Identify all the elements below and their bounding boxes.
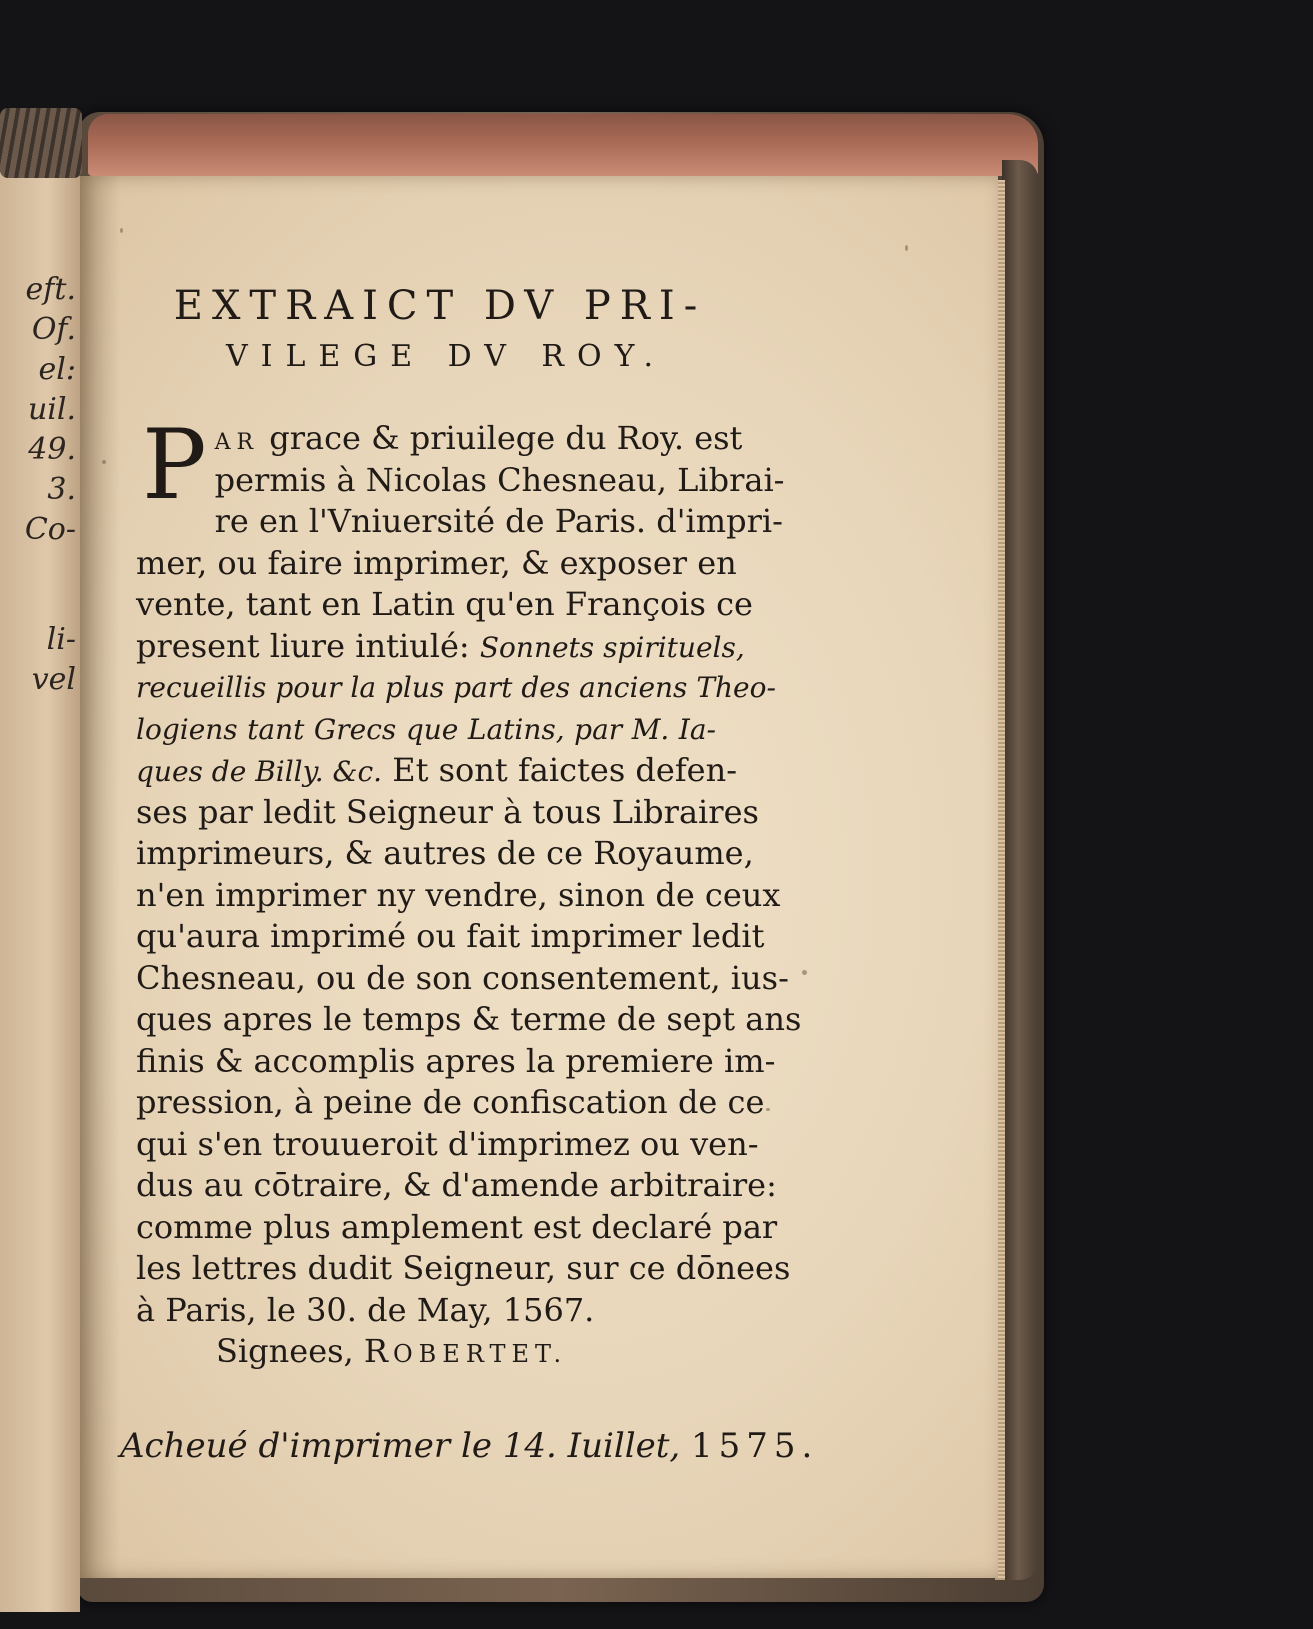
book-title-cont: logiens tant Grecs que Latins, par M. Ia- <box>136 712 716 746</box>
body-line: pression, à peine de confiscation de ce <box>136 1083 765 1121</box>
previous-page-text <box>0 270 76 700</box>
fragment: vel <box>31 662 76 697</box>
fragment: el: <box>38 352 76 387</box>
body-line: ses par ledit Seigneur à tous Libraires <box>136 792 759 831</box>
fragment: eft. <box>25 272 76 307</box>
body-line: comme plus amplement est declaré par <box>136 1207 778 1246</box>
drop-cap: P <box>142 409 207 521</box>
body-line: finis & accomplis apres la premiere im- <box>136 1041 776 1080</box>
fragment <box>0 550 76 620</box>
body-line: imprimeurs, & autres de ce Royaume, <box>136 834 754 872</box>
binding-stitching <box>0 108 82 178</box>
colophon-year: 1575. <box>691 1425 819 1466</box>
signature-line <box>136 1331 716 1376</box>
body-line: grace & priuilege du Roy. est <box>269 419 743 457</box>
body-line: à Paris, le 30. de May, 1567. <box>136 1290 595 1329</box>
body-line: qui s'en trouueroit d'imprimez ou ven- <box>136 1124 759 1163</box>
body-line: vente, tant en Latin qu'en François ce <box>136 585 753 623</box>
signature-name: OBERTET. <box>392 1340 568 1368</box>
book-spine-edge <box>1002 160 1038 1580</box>
heading-line-1: EXTRAICT DV PRI- <box>173 283 707 329</box>
heading-line-2: VILEGE DV ROY. <box>225 339 667 374</box>
fragment: li- <box>46 622 76 657</box>
body-line: re en l'Vniuersité de Paris. d'impri- <box>214 502 783 540</box>
body-line: qu'aura imprimé ou fait imprimer ledit <box>136 917 765 955</box>
fragment: 49. <box>28 432 76 467</box>
body-line: n'en imprimer ny vendre, sinon de ceux <box>136 875 781 914</box>
body-line: Chesneau, ou de son consentement, ius- <box>136 958 789 997</box>
privilege-body <box>136 409 802 1331</box>
signature-prefix: Signees, <box>216 1332 364 1370</box>
signature-initial: R <box>363 1332 393 1370</box>
body-line: ques apres le temps & terme de sept ans <box>136 1000 802 1038</box>
book-top-edge <box>88 114 1038 176</box>
body-line: Et sont faictes defen- <box>382 751 738 789</box>
book-title: Sonnets spirituels, <box>479 630 745 664</box>
book-title-cont: ques de Billy. &c. <box>136 755 383 788</box>
fragment: uil. <box>27 392 76 427</box>
body-line: dus au cōtraire, & d'amende arbitraire: <box>136 1166 777 1204</box>
colophon <box>120 1424 819 1468</box>
body-line: present liure intiulé: <box>136 626 480 665</box>
fragment: Of. <box>31 312 76 347</box>
gutter-shadow <box>80 176 120 1578</box>
opening-smallcaps: AR <box>214 430 260 455</box>
body-line: mer, ou faire imprimer, & exposer en <box>136 543 737 582</box>
body-line: permis à Nicolas Chesneau, Librai- <box>214 460 785 499</box>
body-line: les lettres dudit Seigneur, sur ce dōnees <box>136 1249 791 1287</box>
privilege-text <box>120 280 819 1468</box>
colophon-text: Acheué d'imprimer le 14. Iuillet, <box>120 1425 692 1466</box>
fragment: 3. <box>47 472 76 507</box>
book-title-cont: recueillis pour la plus part des anciens Theo- <box>136 671 776 704</box>
fragment: Co- <box>24 512 76 547</box>
